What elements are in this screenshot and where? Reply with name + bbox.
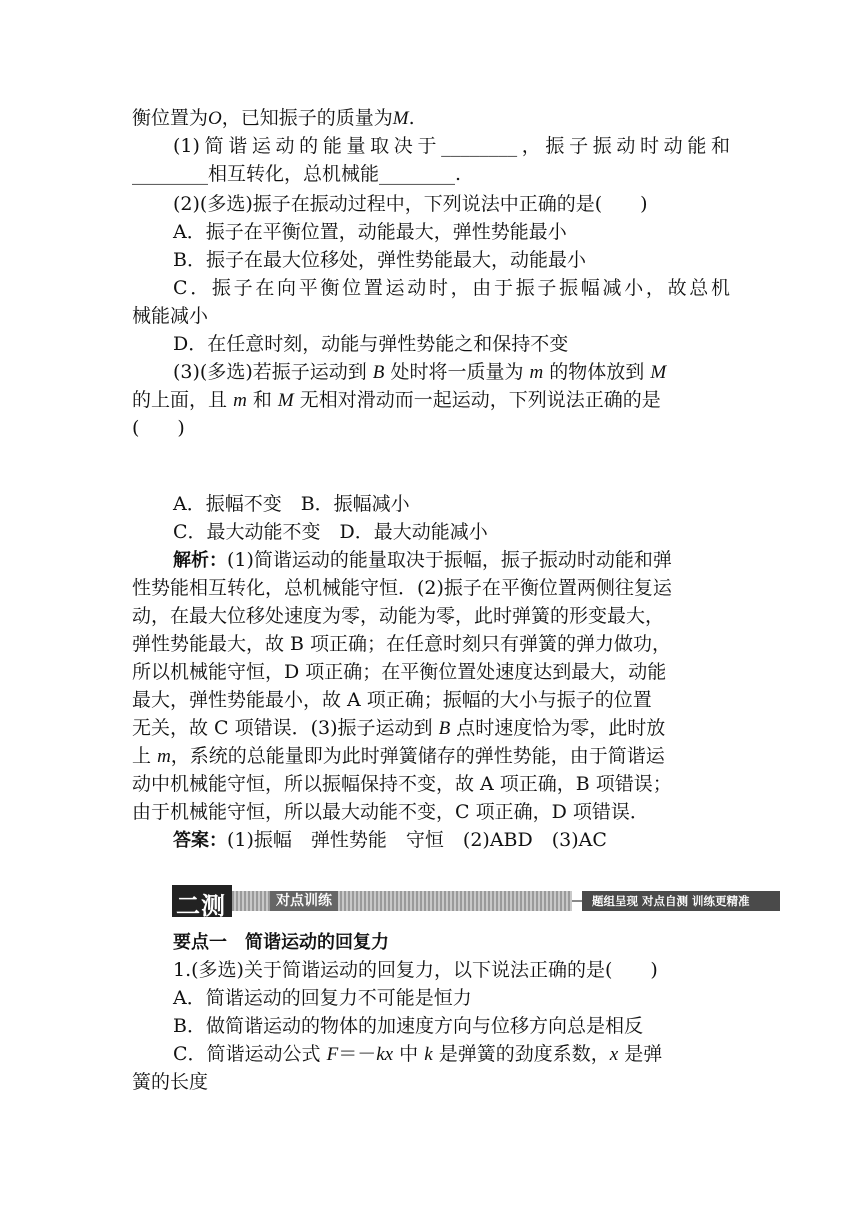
answer-bracket: ( )	[132, 417, 185, 439]
banner-tag: 对点训练	[270, 891, 338, 911]
option-a: A．简谐运动的回复力不可能是恒力	[173, 987, 472, 1009]
solution-line: 上 m，系统的总能量即为此时弹簧储存的弹性势能，由于简谐运	[132, 745, 665, 767]
question-3: (3)(多选)若振子运动到 B 处时将一质量为 m 的物体放到 M	[173, 361, 667, 383]
option-b: B．做简谐运动的物体的加速度方向与位移方向总是相反	[173, 1015, 643, 1037]
options-ab: A．振幅不变 B．振幅减小	[173, 493, 410, 515]
question-3-cont: 的上面，且 m 和 M 无相对滑动而一起运动，下列说法正确的是	[132, 389, 661, 411]
options-cd: C．最大动能不变 D．最大动能减小	[173, 521, 488, 543]
banner-divider	[572, 900, 582, 902]
text-line: 衡位置为O，已知振子的质量为M.	[132, 107, 415, 129]
solution-line: 由于机械能守恒，所以最大动能不变，C 项正确，D 项错误．	[132, 801, 649, 823]
question-1-line: (1)简谐运动的能量取决于________，振子振动时动能和	[173, 135, 730, 157]
question-2: (2)(多选)振子在振动过程中，下列说法中正确的是( )	[173, 193, 648, 215]
option-a: A．振子在平衡位置，动能最大，弹性势能最小	[173, 221, 567, 243]
question-1-line: ________相互转化，总机械能________.	[132, 163, 462, 185]
section-banner	[172, 885, 780, 920]
solution-line: 最大，弹性势能最小，故 A 项正确；振幅的大小与振子的位置	[132, 689, 652, 711]
solution-line: 动，在最大位移处速度为零，动能为零，此时弹簧的形变最大，	[132, 605, 665, 627]
option-d: D．在任意时刻，动能与弹性势能之和保持不变	[173, 333, 569, 355]
solution-line: 性势能相互转化，总机械能守恒．(2)振子在平衡位置两侧往复运	[132, 577, 672, 599]
solution-line: 弹性势能最大，故 B 项正确；在任意时刻只有弹簧的弹力做功，	[132, 633, 672, 655]
banner-title-box	[172, 885, 232, 920]
answer-line: 答案：(1)振幅 弹性势能 守恒 (2)ABD (3)AC	[173, 829, 607, 851]
solution-line: 无关，故 C 项错误．(3)振子运动到 B 点时速度恰为零，此时放	[132, 717, 666, 739]
banner-tag-strip	[232, 891, 572, 911]
option-c-cont: 械能减小	[132, 305, 209, 327]
banner-right-text: 题组呈现 对点自测 训练更精准	[592, 894, 750, 908]
option-c-cont: 簧的长度	[132, 1071, 209, 1093]
solution-line: 所以机械能守恒，D 项正确；在平衡位置处速度达到最大，动能	[132, 661, 667, 683]
section-heading: 要点一 简谐运动的回复力	[173, 932, 389, 953]
banner-title: 二测	[176, 892, 226, 920]
option-b: B．振子在最大位移处，弹性势能最大，动能最小	[173, 249, 586, 271]
solution-line: 解析：(1)简谐运动的能量取决于振幅，振子振动时动能和弹	[173, 549, 672, 571]
question-line: 1.(多选)关于简谐运动的回复力，以下说法正确的是( )	[173, 959, 658, 981]
option-c: C．简谐运动公式 F＝－kx 中 k 是弹簧的劲度系数，x 是弹	[173, 1043, 663, 1065]
answer-label: 答案：	[173, 830, 227, 851]
solution-label: 解析：	[173, 550, 227, 571]
banner-right-box	[582, 891, 780, 911]
solution-line: 动中机械能守恒，所以振幅保持不变，故 A 项正确，B 项错误；	[132, 773, 672, 795]
option-c: C．振子在向平衡位置运动时，由于振子振幅减小，故总机	[173, 277, 730, 299]
